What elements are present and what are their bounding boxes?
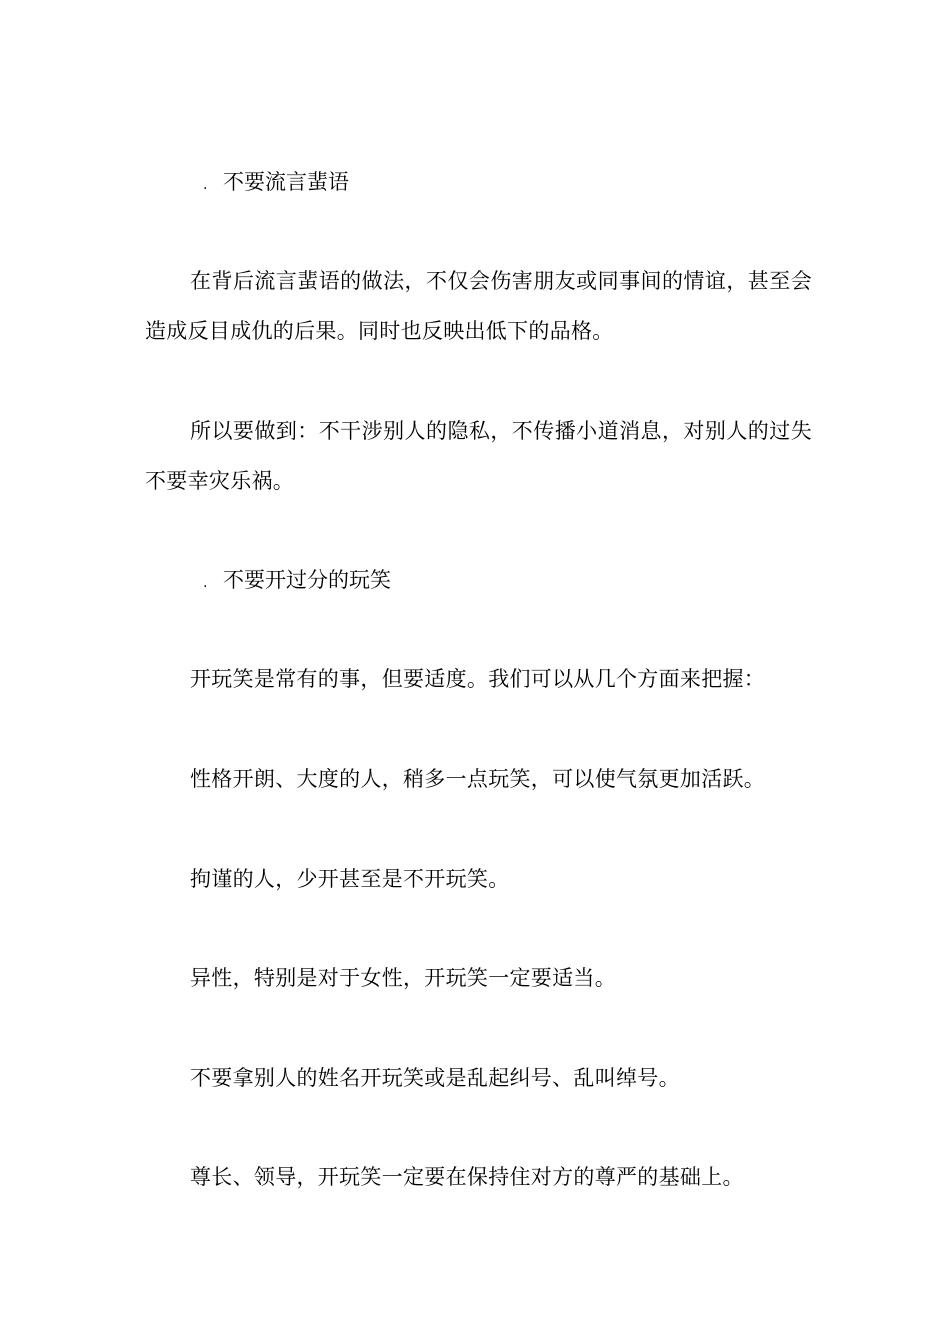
heading-text: 不要开过分的玩笑 bbox=[223, 568, 391, 592]
text-line-outgoing-people: 性格开朗、大度的人，稍多一点玩笑，可以使气氛更加活跃。 bbox=[190, 767, 766, 791]
text-line-elders-leaders: 尊长、领导，开玩笑一定要在保持住对方的尊严的基础上。 bbox=[190, 1165, 744, 1189]
paragraph-gossip-advice: 所以要做到：不干涉别人的隐私，不传播小道消息，对别人的过失不要幸灾乐祸。 bbox=[145, 419, 812, 493]
paragraph-gossip-consequences: 在背后流言蜚语的做法，不仅会伤害朋友或同事间的情谊，甚至会造成反目成仇的后果。同时也反映出低下的品格。 bbox=[145, 269, 812, 343]
text-line-jokes-intro: 开玩笑是常有的事，但要适度。我们可以从几个方面来把握： bbox=[190, 667, 766, 691]
text-line-opposite-sex: 异性，特别是对于女性，开玩笑一定要适当。 bbox=[190, 966, 616, 990]
heading-bullet: . bbox=[203, 177, 208, 193]
section-heading-jokes bbox=[203, 565, 391, 598]
text-line-reserved-people: 拘谨的人，少开甚至是不开玩笑。 bbox=[190, 867, 510, 891]
heading-text: 不要流言蜚语 bbox=[223, 170, 349, 194]
text-line-nicknames: 不要拿别人的姓名开玩笑或是乱起纠号、乱叫绰号。 bbox=[190, 1066, 680, 1090]
section-heading-gossip bbox=[203, 167, 349, 200]
heading-bullet: . bbox=[203, 575, 208, 591]
